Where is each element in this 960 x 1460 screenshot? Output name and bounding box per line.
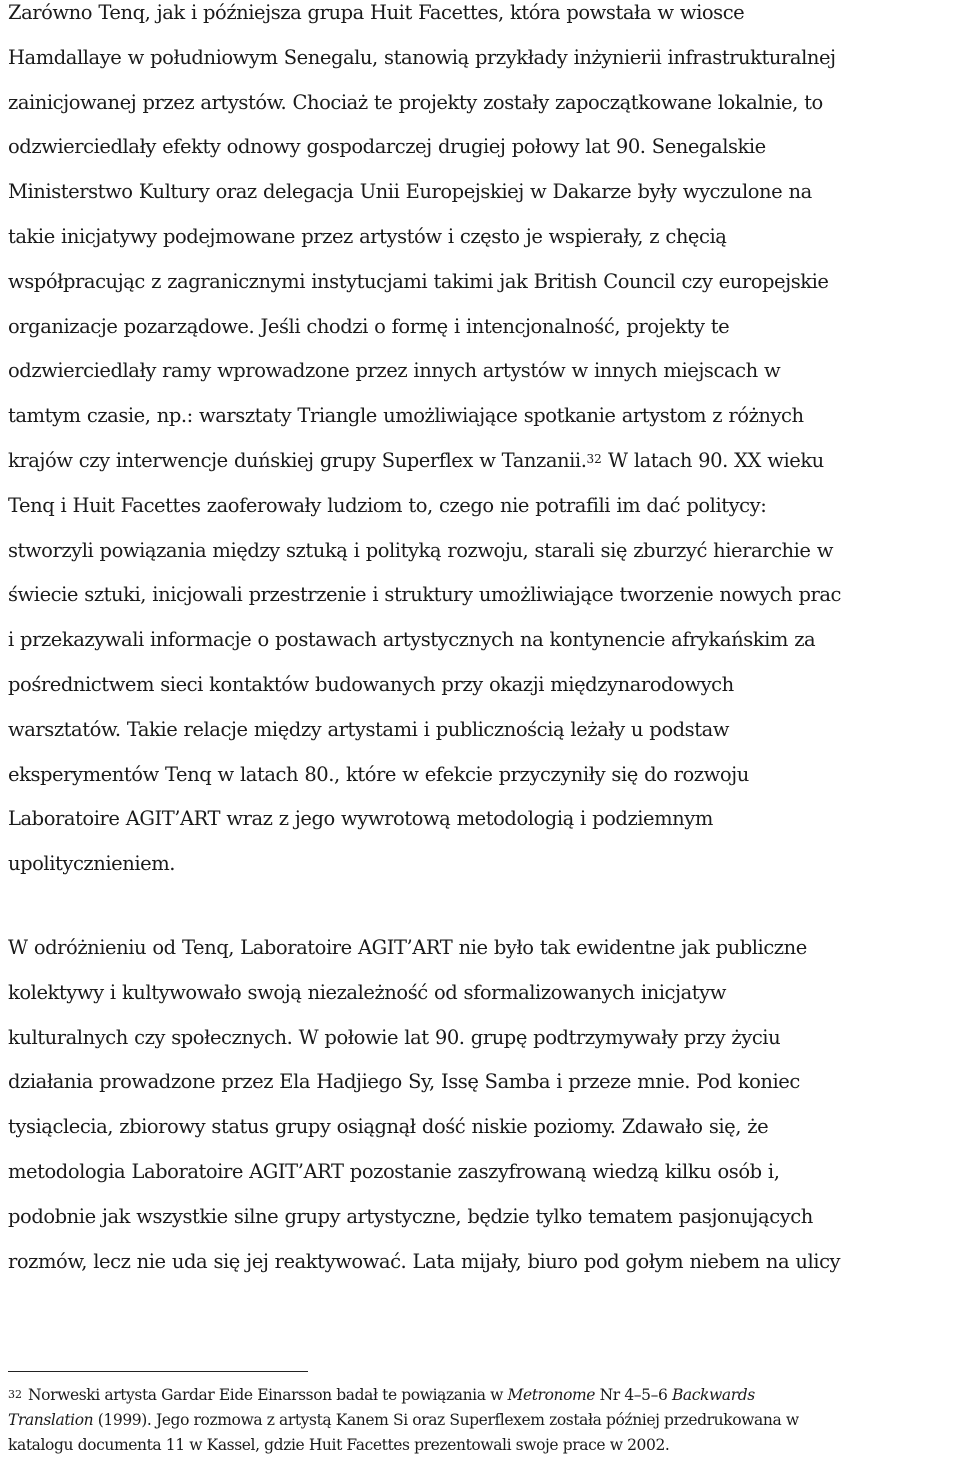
text-segment: W latach 90. XX wieku bbox=[601, 448, 824, 472]
text-line: pośrednictwem sieci kontaktów budowanych przy okazji międzynarodowych bbox=[8, 672, 734, 696]
footnote-line: katalogu documenta 11 w Kassel, gdzie Huit Facettes prezentowali swoje prace w 2002. bbox=[8, 1436, 670, 1454]
text-line: tamtym czasie, np.: warsztaty Triangle umożliwiające spotkanie artystom z różnych bbox=[8, 404, 804, 428]
text-line: tysiąclecia, zbiorowy status grupy osiągnął dość niskie poziomy. Zdawało się, że bbox=[8, 1115, 769, 1139]
text-line: działania prowadzone przez Ela Hadjiego Sy, Issę Samba i przeze mnie. Pod koniec bbox=[8, 1070, 800, 1094]
text-line-with-footnote-ref bbox=[8, 439, 958, 484]
text-line: organizacje pozarządowe. Jeśli chodzi o formę i intencjonalność, projekty te bbox=[8, 314, 730, 338]
text-line: Laboratoire AGIT’ART wraz z jego wywrotową metodologią i podziemnym bbox=[8, 807, 713, 831]
text-segment: (1999). Jego rozmowa z artystą Kanem Si oraz Superflexem została później przedrukowana w bbox=[93, 1411, 799, 1429]
text-line: odzwierciedlały efekty odnowy gospodarczej drugiej połowy lat 90. Senegalskie bbox=[8, 135, 766, 159]
text-line: eksperymentów Tenq w latach 80., które w efekcie przyczyniły się do rozwoju bbox=[8, 762, 749, 786]
text-line: i przekazywali informacje o postawach artystycznych na kontynencie afrykańskim za bbox=[8, 628, 816, 652]
text-line: zainicjowanej przez artystów. Chociaż te projekty zostały zapoczątkowane lokalnie, to bbox=[8, 90, 823, 114]
italic-title: Backwards bbox=[671, 1386, 755, 1404]
text-line: upolitycznieniem. bbox=[8, 852, 176, 876]
text-line: podobnie jak wszystkie silne grupy artystyczne, będzie tylko tematem pasjonujących bbox=[8, 1204, 813, 1228]
text-segment: krajów czy interwencje duńskiej grupy Superflex w Tanzanii. bbox=[8, 448, 587, 472]
italic-title: Metronome bbox=[507, 1386, 596, 1404]
footnote-separator bbox=[8, 1371, 308, 1372]
text-line: Zarówno Tenq, jak i późniejsza grupa Huit Facettes, która powstała w wiosce bbox=[8, 1, 745, 24]
text-line: Hamdallaye w południowym Senegalu, stanowią przykłady inżynierii infrastrukturalnej bbox=[8, 45, 836, 69]
text-line: kolektywy i kultywowało swoją niezależność od sformalizowanych inicjatyw bbox=[8, 980, 726, 1004]
text-segment: Norweski artysta Gardar Eide Einarsson badał te powiązania w bbox=[28, 1386, 508, 1404]
text-line: takie inicjatywy podejmowane przez artystów i często je wspierały, z chęcią bbox=[8, 224, 727, 248]
text-segment: Nr 4–5–6 bbox=[595, 1386, 672, 1404]
footnote bbox=[8, 1383, 958, 1458]
footnote-line bbox=[8, 1383, 958, 1408]
text-line: W odróżnieniu od Tenq, Laboratoire AGIT’ART nie było tak ewidentne jak publiczne bbox=[8, 936, 807, 959]
text-line: rozmów, lecz nie uda się jej reaktywować. Lata mijały, biuro pod gołym niebem na ulicy bbox=[8, 1249, 841, 1273]
text-line: współpracując z zagranicznymi instytucjami takimi jak British Council czy europejskie bbox=[8, 269, 829, 293]
text-line: świecie sztuki, inicjowali przestrzenie i struktury umożliwiające tworzenie nowych prac bbox=[8, 583, 842, 607]
text-line: metodologia Laboratoire AGIT’ART pozostanie zaszyfrowaną wiedzą kilku osób i, bbox=[8, 1159, 780, 1183]
footnote-line bbox=[8, 1408, 958, 1433]
text-line: Ministerstwo Kultury oraz delegacja Unii Europejskiej w Dakarze były wyczulone na bbox=[8, 180, 812, 204]
text-line: kulturalnych czy społecznych. W połowie lat 90. grupę podtrzymywały przy życiu bbox=[8, 1025, 781, 1049]
footnote-reference[interactable]: 32 bbox=[586, 451, 602, 466]
paragraph-1 bbox=[8, 0, 958, 887]
italic-title: Translation bbox=[8, 1411, 94, 1429]
text-line: Tenq i Huit Facettes zaoferowały ludziom to, czego nie potrafili im dać politycy: bbox=[8, 493, 767, 517]
text-line: warsztatów. Takie relacje między artystami i publicznością leżały u podstaw bbox=[8, 717, 730, 741]
text-line: odzwierciedlały ramy wprowadzone przez innych artystów w innych miejscach w bbox=[8, 359, 781, 383]
text-line: stworzyli powiązania między sztuką i polityką rozwoju, starali się zburzyć hierarchie w bbox=[8, 538, 834, 562]
paragraph-2 bbox=[8, 926, 958, 1284]
footnote-number: 32 bbox=[8, 1388, 22, 1401]
